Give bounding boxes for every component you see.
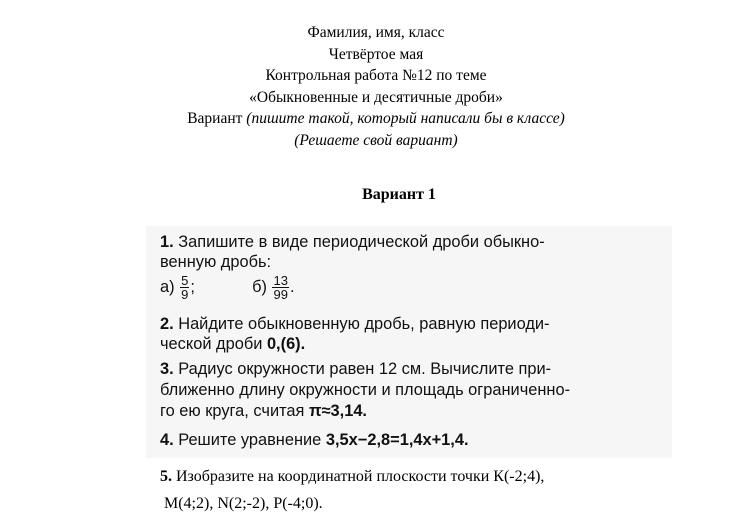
task-3-line-2 (160, 380, 570, 401)
task-5-number: 5. (160, 468, 172, 485)
fraction-5-9-denominator: 9 (181, 287, 189, 302)
task-4-text: Решите уравнение (178, 431, 322, 449)
task-5-line-2 (160, 490, 544, 517)
header-variant-line (0, 108, 752, 130)
task-4-equation: 3,5x−2,8=1,4x+1,4. (325, 431, 469, 449)
header-test-line: Контрольная работа №12 по теме (265, 67, 487, 84)
task-2-text-1: Найдите обыкновенную дробь, равную периоди- (178, 315, 550, 333)
task-2-number: 2. (160, 315, 174, 333)
header-name-line: Фамилия, имя, класс (307, 24, 445, 41)
header-date-line: Четвёртое мая (328, 45, 424, 63)
task-1-line-1 (160, 232, 545, 253)
task-3-text-1: Радиус окружности равен 12 см. Вычислите при- (178, 360, 552, 378)
fraction-13-99-denominator: 99 (273, 287, 288, 302)
task-3-line-3 (160, 401, 367, 422)
task-2-line-2 (160, 334, 305, 355)
header-variant-note: (пишите такой, который написали бы в классе) (246, 110, 565, 127)
task-3-line-1 (160, 359, 551, 380)
fraction-5-9 (180, 274, 189, 301)
task-3-pi-value: π≈3,14. (308, 402, 367, 420)
task-1-option-b-end: . (289, 277, 295, 296)
header-solve-note: (Решаете свой вариант) (294, 131, 458, 149)
variant-title: Вариант 1 (362, 186, 436, 203)
task-2-text-2: ческой дроби (160, 335, 263, 353)
task-3-text-2: ближенно длину окружности и площадь ограниченно- (160, 381, 571, 399)
task-5-text-1: Изобразите на координатной плоскости точки К(-2;4), (176, 468, 545, 485)
header-variant-prefix: Вариант (187, 110, 243, 127)
task-1-number: 1. (160, 233, 174, 251)
task-1-option-b-label: б) (252, 277, 267, 296)
task-2-value: 0,(6). (266, 335, 306, 353)
task-5-line-1 (160, 463, 544, 490)
fraction-13-99 (272, 274, 288, 301)
worksheet-header (0, 22, 752, 151)
task-3-text-3: го ею круга, считая (160, 402, 305, 420)
task-1-line-2 (160, 252, 271, 273)
task-5 (160, 463, 544, 517)
task-4-number: 4. (160, 431, 174, 449)
task-3-number: 3. (160, 360, 174, 378)
task-1-option-a-label: а) (160, 277, 175, 296)
task-4-line (160, 430, 469, 451)
task-1-text-1: Запишите в виде периодической дроби обыкно- (178, 233, 545, 251)
task-1-options (160, 274, 295, 301)
task-1-option-a-sep: ; (190, 277, 195, 296)
task-2-line-1 (160, 314, 550, 335)
fraction-5-9-numerator: 5 (181, 273, 189, 288)
task-5-text-2: М(4;2), N(2;-2), P(-4;0). (164, 495, 323, 512)
task-1-text-2: венную дробь: (160, 253, 272, 271)
header-topic-line: «Обыкновенные и десятичные дроби» (249, 88, 503, 106)
fraction-13-99-numerator: 13 (273, 273, 288, 288)
